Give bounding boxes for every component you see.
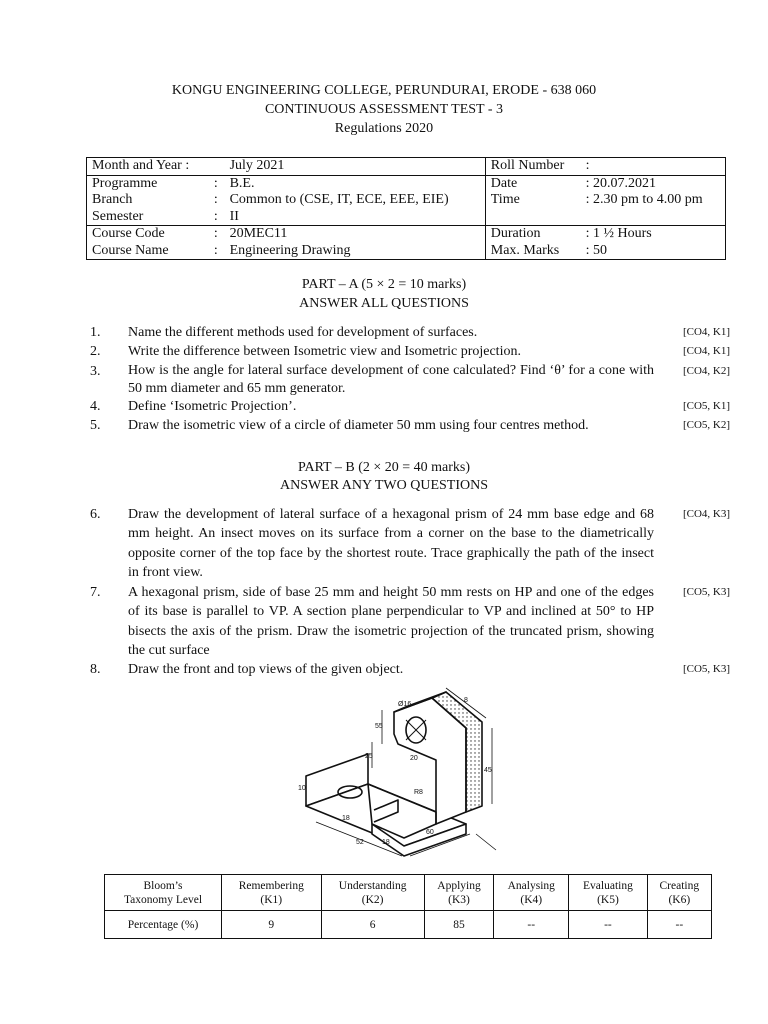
dim-18-right: 18 [382, 839, 390, 846]
bloom-taxonomy-table [104, 874, 712, 939]
duration-value: : 1 ½ Hours [585, 226, 652, 241]
level-k3: Applying (K3) [424, 875, 494, 911]
max-marks-label: Max. Marks [490, 242, 560, 258]
dim-25: 25 [365, 753, 373, 760]
level-k4: Analysing (K4) [494, 875, 569, 911]
dim-8: 8 [464, 697, 468, 704]
month-label: Month and Year : [92, 158, 190, 173]
semester-value: II [225, 209, 486, 226]
time-label: Time [490, 192, 520, 207]
part-b-instruction: ANSWER ANY TWO QUESTIONS [279, 478, 489, 493]
time-value: : 2.30 pm to 4.00 pm [585, 192, 703, 207]
programme-label: Programme [87, 175, 209, 192]
dim-20: 20 [410, 755, 418, 762]
part-a-instruction: ANSWER ALL QUESTIONS [299, 296, 469, 311]
max-marks-value: : 50 [585, 242, 608, 258]
dim-hole-diameter: Ø16 [398, 701, 412, 708]
pct-k1: 9 [222, 911, 322, 939]
duration-label: Duration [490, 226, 541, 241]
roll-value: : [585, 158, 590, 173]
course-name-value: Engineering Drawing [225, 243, 486, 260]
branch-label: Branch [92, 192, 133, 207]
semester-label: Semester [87, 209, 209, 226]
date-value: : 20.07.2021 [581, 175, 726, 192]
college-name: KONGU ENGINEERING COLLEGE, PERUNDURAI, ERODE - 638 060 [171, 83, 597, 98]
part-b-title: PART – B (2 × 20 = 40 marks) [297, 460, 471, 475]
pct-k5: -- [569, 911, 647, 939]
dim-52: 52 [356, 839, 364, 846]
month-value: July 2021 [225, 158, 486, 176]
isometric-object-figure [286, 684, 506, 866]
dim-55: 55 [375, 723, 383, 730]
roll-label: Roll Number [490, 158, 565, 173]
test-title: CONTINUOUS ASSESSMENT TEST - 3 [264, 102, 504, 117]
level-k1: Remembering (K1) [222, 875, 322, 911]
dim-45: 45 [484, 767, 492, 774]
percentage-label: Percentage (%) [105, 911, 222, 939]
pct-k4: -- [494, 911, 569, 939]
bloom-header: Bloom’s Taxonomy Level [105, 875, 222, 911]
part-a-title: PART – A (5 × 2 = 10 marks) [301, 277, 467, 292]
course-code-label: Course Code [92, 226, 165, 241]
pct-k2: 6 [321, 911, 424, 939]
dim-10: 10 [298, 785, 306, 792]
dim-r8: R8 [414, 789, 423, 796]
regulations: Regulations 2020 [334, 121, 434, 136]
pct-k6: -- [647, 911, 711, 939]
level-k6: Creating (K6) [647, 875, 711, 911]
date-label: Date [485, 175, 580, 192]
programme-value: B.E. [225, 175, 486, 192]
exam-info-table: Month and Year : July 2021 Roll Number : Programme : B.E. Date : 20.07.2021 Branch : Common to (CSE, IT, ECE, EEE, EIE) Time : 2.30 pm to 4.00 pm Semester : II Course Code : 20MEC11 Duration : 1 ½ Hours Course Name : Engineering Drawing Max. Marks : 50 [86, 157, 726, 260]
level-k5: Evaluating (K5) [569, 875, 647, 911]
branch-value: Common to (CSE, IT, ECE, EEE, EIE) [225, 192, 486, 209]
course-name-label: Course Name [92, 242, 169, 258]
course-code-value: 20MEC11 [225, 226, 486, 243]
dim-60: 60 [426, 829, 434, 836]
level-k2: Understanding (K2) [321, 875, 424, 911]
dim-18-left: 18 [342, 815, 350, 822]
pct-k3: 85 [424, 911, 494, 939]
